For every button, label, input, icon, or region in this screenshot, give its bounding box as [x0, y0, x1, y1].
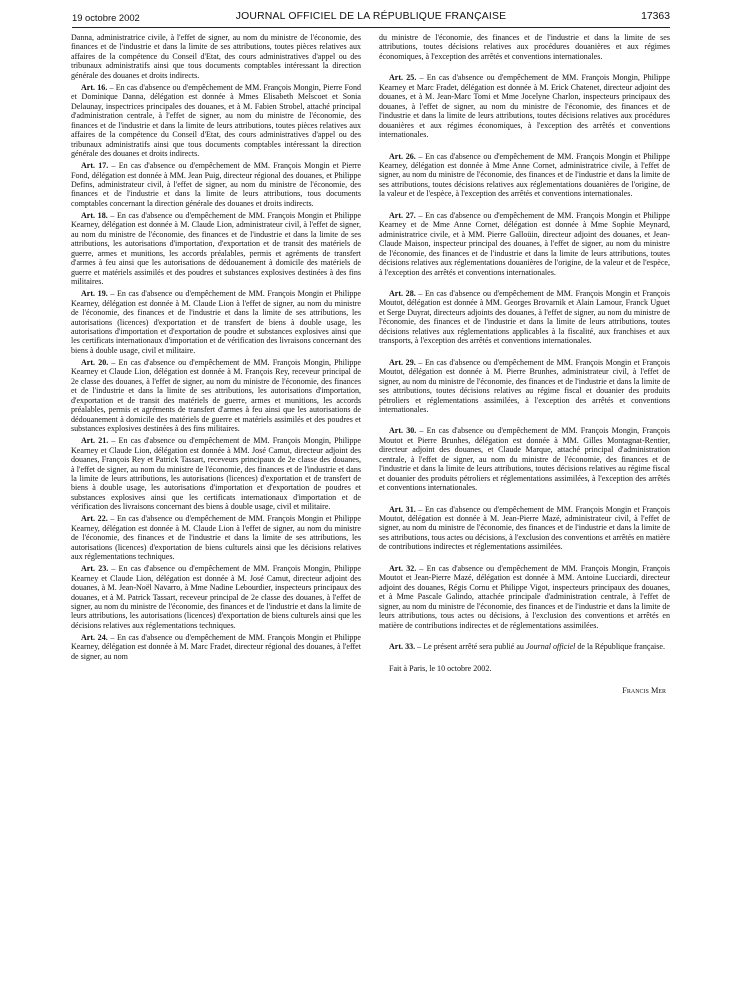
article-31: Art. 31. – En cas d'absence ou d'empêchement de MM. François Mongin et François Moutot, délégation est donnée à M. Jean-Pierre Mazé, administrateur civil, à l'effet de signer, au nom du ministre de l'économie, des finances et de l'industrie et dans la limite de ses attributions, tous actes ou décisions, à l'exclusion des conventions et arrêtés en matière de contributions indirectes et réglementations assimilées.: [379, 504, 670, 552]
article-29: Art. 29. – En cas d'absence ou d'empêchement de MM. François Mongin et François Moutot, délégation est donnée à M. Pierre Brunhes, administrateur civil, à l'effet de signer, au nom du ministre de l'économie, des finances et de l'industrie et dans la limite de ses attributions, toutes décisions relatives au régime fiscal et douanier des produits pétroliers et réglementations assimilées, à l'exception des arrêtés et conventions internationales.: [379, 357, 670, 414]
left-column: [71, 33, 361, 661]
header-rule: [72, 27, 670, 28]
article-30: Art. 30. – En cas d'absence ou d'empêchement de MM. François Mongin, François Moutot et Pierre Brunhes, délégation est donnée à MM. Gilles Montagnat-Rentier, directeur adjoint des douanes, et Claude Marque, attaché principal d'administration centrale, à l'effet de signer, au nom du ministre de l'économie, des finances et de l'industrie et dans la limite de leurs attributions, toutes décisions relatives au régime fiscal et douanier des produits pétroliers et réglementations assimilées, à l'exception des arrêtés et conventions internationales.: [379, 426, 670, 493]
article-26: Art. 26. – En cas d'absence ou d'empêchement de MM. François Mongin et Philippe Kearney, délégation est donnée à Mme Anne Cornet, administratrice civile, à l'effet de signer, au nom du ministre de l'économie, des finances et de l'industrie et dans la limite de ses attributions, toutes décisions relatives aux réglementations douanières de l'origine, de la valeur et de l'espèce, à l'exception des arrêtés et conventions internationales.: [379, 151, 670, 199]
article-33: Art. 33. – Le présent arrêté sera publié au Journal officiel de la République française.: [389, 642, 665, 652]
article-17: Art. 17. – En cas d'absence ou d'empêchement de MM. François Mongin et Pierre Fond, délégation est donnée à MM. Jean Puig, directeur régional des douanes, et Philippe Defins, administrateur civil, à l'effet de signer, au nom du ministre de l'économie, des finances et de l'industrie et dans la limite de leurs attributions, tous documents comptables concernant la direction générale des douanes et droits indirects.: [71, 161, 361, 208]
signature: Francis Mer: [622, 685, 666, 695]
right-column: [379, 33, 670, 695]
article-23: Art. 23. – En cas d'absence ou d'empêchement de MM. François Mongin, Philippe Kearney et Claude Lion, délégation est donnée à M. José Camut, directeur adjoint des douanes, à M. Jean-Noël Navarro, à Mme Nadine Lebourdier, inspecteurs principaux des douanes, et à M. Patrick Tassart, receveur principal de 2e classe des douanes, à l'effet de signer, au nom du ministre de l'économie, des finances et de l'industrie et dans la limite de leurs attributions, les autorisations (licences) d'exportation de biens culturels ainsi que les décisions relatives aux réglementations techniques.: [71, 564, 361, 630]
issue-date: 19 octobre 2002: [72, 12, 140, 23]
article-21: Art. 21. – En cas d'absence ou d'empêchement de MM. François Mongin, Philippe Kearney et Claude Lion, délégation est donnée à MM. José Camut, directeur adjoint des douanes, François Rey et Patrick Tassart, receveurs principaux de 2e classe des douanes, à l'effet de signer, au nom du ministre de l'économie, des finances et de l'industrie et dans la limite de leurs attributions, les autorisations (licences) d'exportation et de transfert de biens à double usage, les autorisations d'importation et d'exportation de poudres et substances explosives ainsi que les certificats internationaux d'importation et de vérification des livraisons concernant des biens à double usage, civil et militaire.: [71, 436, 361, 512]
article-25: Art. 25. – En cas d'absence ou d'empêchement de MM. François Mongin, Philippe Kearney et Marc Fradet, délégation est donnée à M. Erick Chatenet, directeur adjoint des douanes, et à M. Jean-Marc Tomi et Mme Jocelyne Charlon, inspecteurs principaux des douanes, à l'effet de signer, au nom du ministre de l'économie, des finances et de l'industrie et dans la limite de leurs attributions, toutes décisions relatives aux procédures douanières et aux régimes économiques, à l'exception des arrêtés et conventions internationales.: [379, 73, 670, 140]
article-32: Art. 32. – En cas d'absence ou d'empêchement de MM. François Mongin, François Moutot et Jean-Pierre Mazé, délégation est donnée à MM. Antoine Lucciardi, directeur adjoint des douanes, Régis Cornu et Philippe Vigot, inspecteurs principaux des douanes, et à Mme Pascale Galindo, attachée principale d'administration centrale, à l'effet de signer, au nom du ministre de l'économie, des finances et de l'industrie et dans la limite de leurs attributions, tous actes ou décisions, à l'exclusion des conventions et arrêtés en matière de contributions indirectes et de réglementations assimilées.: [379, 563, 670, 630]
article-22: Art. 22. – En cas d'absence ou d'empêchement de MM. François Mongin et Philippe Kearney, délégation est donnée à M. Claude Lion à l'effet de signer, au nom du ministre de l'économie, des finances et de l'industrie et dans la limite de ses attributions, les autorisations (licences) d'exportation de biens culturels ainsi que les décisions relatives aux réglementations techniques.: [71, 514, 361, 562]
article-18: Art. 18. – En cas d'absence ou d'empêchement de MM. François Mongin et Philippe Kearney, délégation est donnée à M. Claude Lion, administrateur civil, à l'effet de signer, au nom du ministre de l'économie, des finances et de l'industrie et dans la limite de ses attributions, les autorisations d'importation, d'exportation et de transit des matériels de guerre, armes et munitions, les accords préalables, permis et agréments de transfert d'armes à feu ainsi que les autorisations de dédouanement à domicile des matériels de guerre et matériels assimilés et des poudres et substances explosives destinées à des fins militaires.: [71, 210, 361, 287]
page-header: [72, 10, 670, 26]
article-24-continuation: du ministre de l'économie, des finances et de l'industrie et dans la limite de ses attributions, toutes décisions relatives aux procédures douanières et aux régimes économiques, à l'exception des arrêtés et conventions internationales.: [379, 33, 670, 61]
article-16: Art. 16. – En cas d'absence ou d'empêchement de MM. François Mongin, Pierre Fond et Dominique Danna, délégation est donnée à Mmes Elisabeth Melscoet et Sonia Delaunay, inspectrices principales des douanes, et à M. Fabien Strobel, attaché principal d'administration centrale, à l'effet de signer, au nom du ministre de l'économie, des finances et de l'industrie et dans la limite de leurs attributions, toutes pièces relatives aux affaires de la compétence du Conseil d'Etat, des cours administratives d'appel ou des tribunaux administratifs ainsi que tous documents comptables intéressant la direction générale des douanes et droits indirects.: [71, 82, 361, 159]
article-27: Art. 27. – En cas d'absence ou d'empêchement de MM. François Mongin et Philippe Kearney et de Mme Anne Cornet, délégation est donnée à Mme Sophie Meynard, administratrice civile, et à MM. Pierre Galloüin, directeur adjoint des douanes, et Jean-Claude Maison, inspecteur principal des douanes, à l'effet de signer, au nom du ministre de l'économie, des finances et de l'industrie et dans la limite de leurs attributions, toutes décisions relatives aux réglementations douanières de l'origine, de la valeur et de l'espèce, à l'exception des arrêtés et conventions internationales.: [379, 210, 670, 277]
article-continuation: Danna, administratrice civile, à l'effet de signer, au nom du ministre de l'économie, des finances et de l'industrie et dans la limite de ses attributions, toutes pièces relatives aux affaires de la compétence du Conseil d'Etat, des cours administratives d'appel ou des tribunaux administratifs ainsi que tous documents comptables intéressant la direction générale des douanes et droits indirects.: [71, 33, 361, 80]
journal-title: JOURNAL OFFICIEL DE LA RÉPUBLIQUE FRANÇAISE: [235, 11, 507, 22]
done-at-line: Fait à Paris, le 10 octobre 2002.: [389, 664, 492, 674]
page-number: 17363: [641, 11, 670, 22]
article-19: Art. 19. – En cas d'absence ou d'empêchement de MM. François Mongin et Philippe Kearney, délégation est donnée à M. Claude Lion à l'effet de signer, au nom du ministre de l'économie, des finances et de l'industrie et dans la limite de ses attributions, les autorisations (licences) d'exportation et de transfert de biens à double usage, les autorisations d'importation et d'exportation de poudre et substances explosives ainsi que les certificats internationaux d'importation et de vérification des livraisons concernant des biens à double usage, civil et militaire.: [71, 289, 361, 355]
article-24: Art. 24. – En cas d'absence ou d'empêchement de MM. François Mongin et Philippe Kearney, délégation est donnée à M. Marc Fradet, directeur régional des douanes, à l'effet de signer, au nom: [71, 632, 361, 661]
article-20: Art. 20. – En cas d'absence ou d'empêchement de MM. François Mongin, Philippe Kearney et Claude Lion, délégation est donnée à M. François Rey, receveur principal de 2e classe des douanes, à l'effet de signer, au nom du ministre de l'économie, des finances et de l'industrie et dans la limite de ses attributions, les autorisations d'importation, d'exportation et de transit des matériels de guerre, armes et munitions, les accords préalables, permis et agréments de transfert d'armes à feu ainsi que les autorisations de dédouanement à domicile des matériels de guerre et matériels assimilés et des poudres et substances explosives destinées à des fins militaires.: [71, 357, 361, 434]
article-28: Art. 28. – En cas d'absence ou d'empêchement de MM. François Mongin et François Moutot, délégation est donnée à MM. Georges Brovarnik et Alain Lamour, Franck Uguet et Serge Duyrat, directeurs adjoints des douanes, à l'effet de signer, au nom du ministre de l'économie, des finances et de l'industrie et dans la limite de leurs attributions, toutes décisions relatives aux réglementations applicables à la fiscalité, aux franchises et aux transports, à l'exception des arrêtés et conventions internationales.: [379, 288, 670, 346]
